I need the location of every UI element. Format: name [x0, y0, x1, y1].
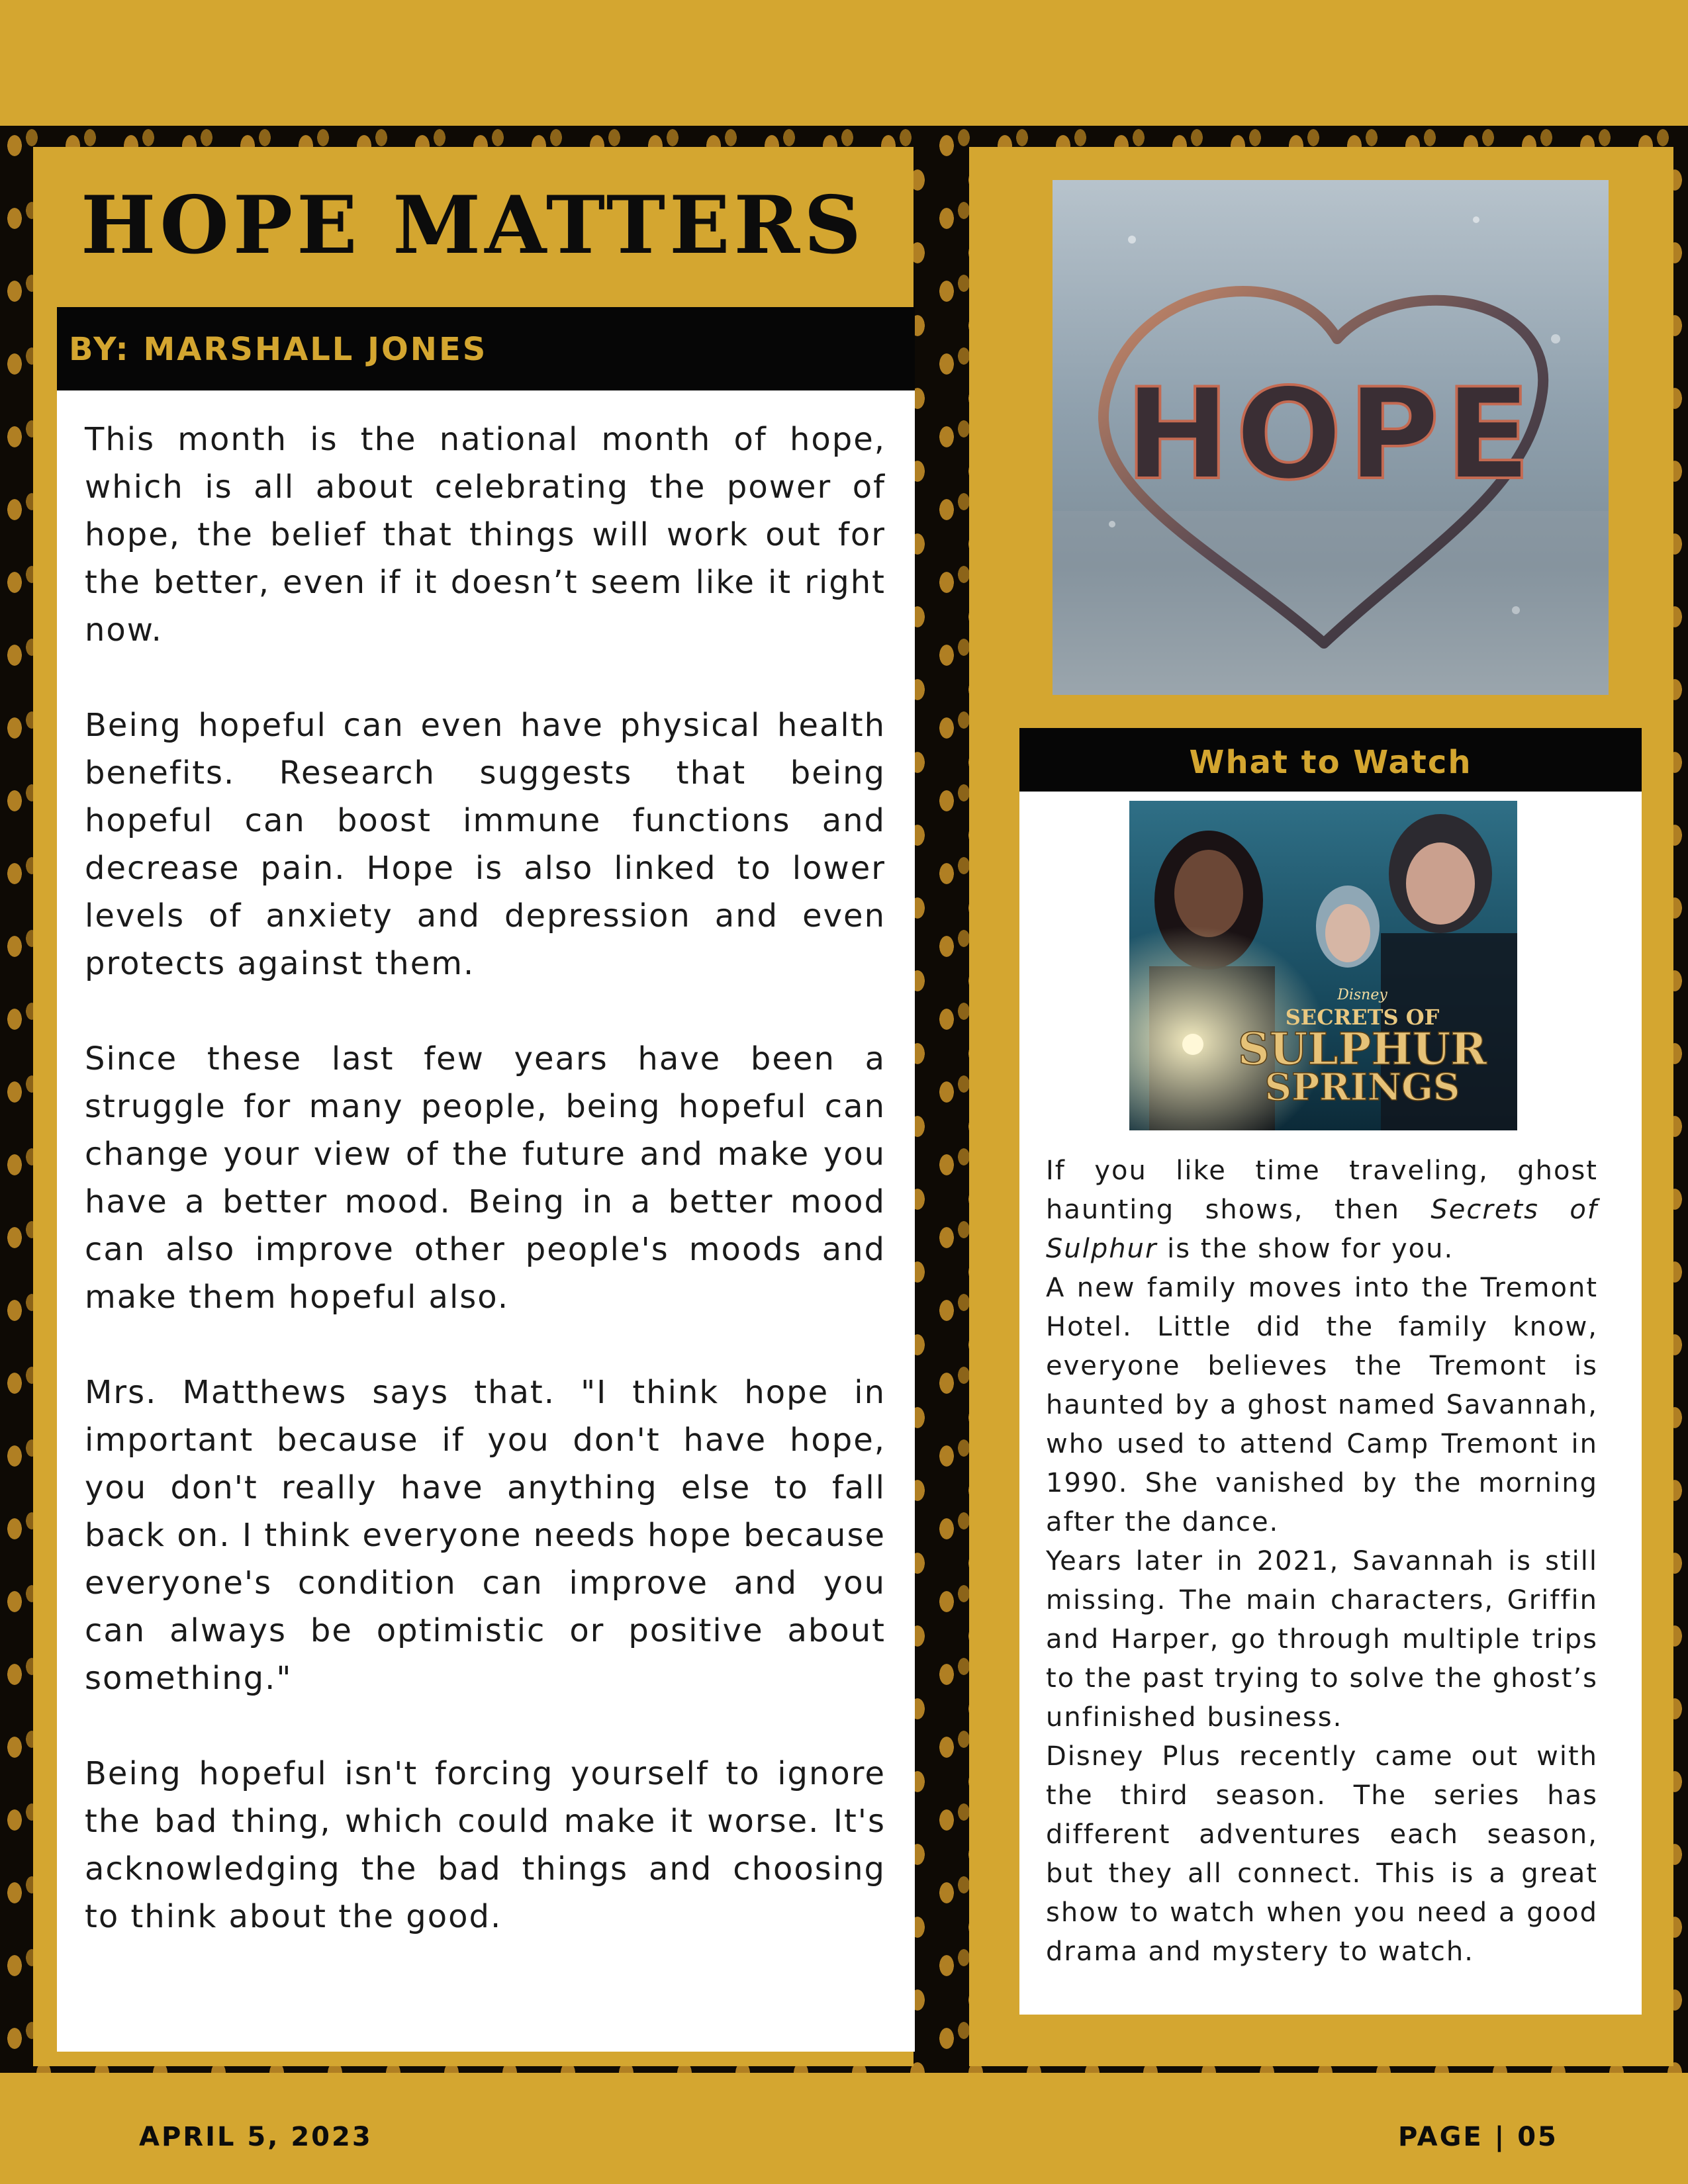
- what-to-watch-box: [1019, 728, 1642, 2015]
- article-paragraph: This month is the national month of hope, which is all about celebrating the power of hope, the belief that things will work out for the better, even if it doesn’t seem like it right now.: [85, 421, 886, 649]
- show-title-italic: Secrets of Sulphur: [1046, 1195, 1598, 1264]
- article-title: HOPE MATTERS: [81, 179, 865, 272]
- article-paragraph: Mrs. Matthews says that. "I think hope in important because if you don't have hope, you don't really have anything else to fall back on. I think everyone needs hope because everyone's condition can improve and you can always be optimistic or positive about something.": [85, 1374, 886, 1697]
- article-byline: BY: MARSHALL JONES: [69, 331, 488, 368]
- article-paragraph: Being hopeful isn't forcing yourself to ignore the bad thing, which could make it worse. It's acknowledging the bad things and choosing to think about the good.: [85, 1755, 886, 1935]
- watch-paragraph: [1046, 1152, 1598, 1269]
- top-gold-band: [0, 0, 1688, 126]
- article-panel: [33, 147, 914, 2066]
- poster-title-line2: SULPHUR: [1237, 1023, 1487, 1075]
- byline-bar: [57, 307, 915, 390]
- footer-page-number: PAGE | 05: [1398, 2122, 1558, 2152]
- sidebar-panel: [969, 147, 1673, 2066]
- article-body-box: [57, 390, 915, 2052]
- watch-paragraph-text: If you like time traveling, ghost haunting shows, then: [1046, 1156, 1598, 1225]
- hope-photo-text: HOPE: [1125, 361, 1536, 508]
- poster-title-line1: SECRETS OF: [1285, 1005, 1440, 1030]
- watch-paragraph: A new family moves into the Tremont Hotel. Little did the family know, everyone believes the Tremont is haunted by a ghost named Savannah, who used to attend Camp Tremont in 1990. She vanished by the morning after the dance.: [1046, 1273, 1598, 1537]
- hope-heart-window-photo: [1053, 180, 1609, 695]
- what-to-watch-bar: [1019, 728, 1642, 792]
- secrets-of-sulphur-springs-poster: [1129, 801, 1517, 1130]
- what-to-watch-text: [1046, 1152, 1598, 1972]
- footer-date: APRIL 5, 2023: [139, 2122, 373, 2152]
- watch-paragraph: Years later in 2021, Savannah is still missing. The main characters, Griffin and Harper, go through multiple trips to the past trying to solve the ghost’s unfinished business.: [1046, 1546, 1598, 1733]
- article-paragraph: Being hopeful can even have physical health benefits. Research suggests that being hopeful can boost immune functions and decrease pain. Hope is also linked to lower levels of anxiety and depression and even protects against them.: [85, 707, 886, 982]
- poster-brand: Disney: [1337, 987, 1387, 1003]
- flashlight-icon: [1182, 1034, 1203, 1055]
- poster-title-line3: SPRINGS: [1264, 1066, 1460, 1109]
- article-text: [85, 416, 886, 1988]
- what-to-watch-heading: What to Watch: [1189, 744, 1472, 781]
- watch-paragraph: Disney Plus recently came out with the third season. The series has different adventures each season, but they all connect. This is a great show to watch when you need a good drama and mystery to watch.: [1046, 1741, 1598, 1967]
- watch-paragraph-text: is the show for you.: [1157, 1234, 1454, 1264]
- article-paragraph: Since these last few years have been a struggle for many people, being hopeful can change your view of the future and make you have a better mood. Being in a better mood can also improve other people's moods and make them hopeful also.: [85, 1040, 886, 1316]
